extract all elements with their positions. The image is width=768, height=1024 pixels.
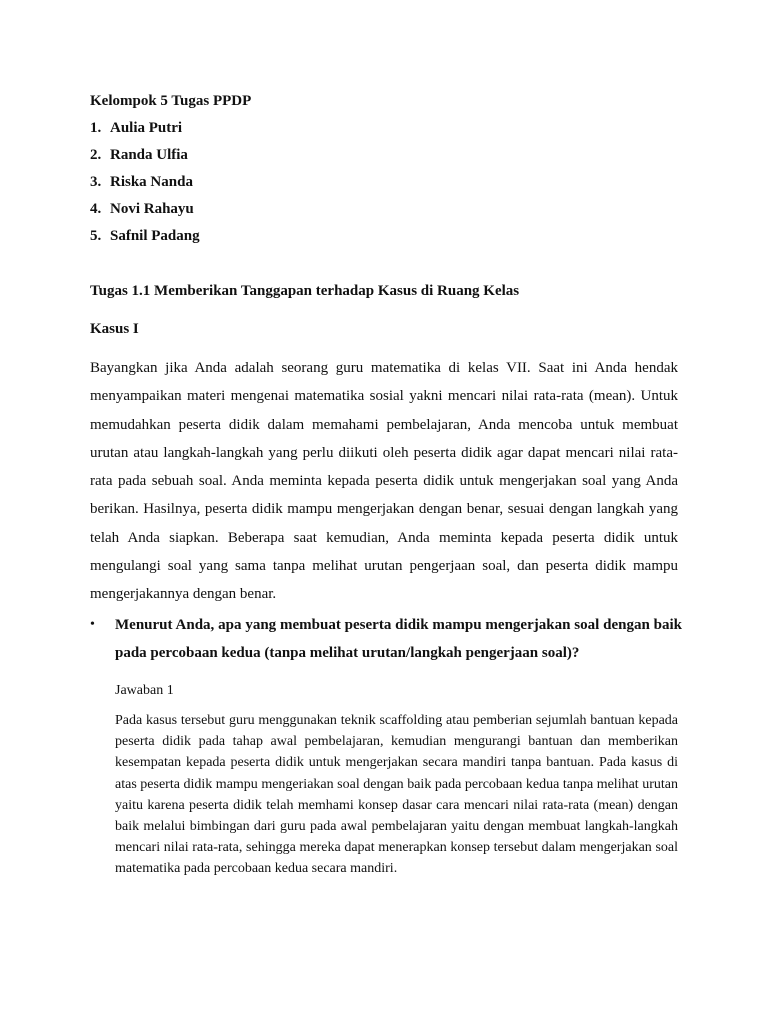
member-number: 1. (90, 120, 102, 136)
member-number: 2. (90, 147, 102, 163)
member-name: Safnil Padang (110, 228, 200, 244)
member-number: 3. (90, 174, 102, 190)
answer-paragraph: Pada kasus tersebut guru menggunakan teknik scaffolding atau pemberian sejumlah bantuan kepada peserta didik pada tahap awal pembelajaran, kemudian mengurangi bantuan dan memberikan kesempatan kepada peserta didik untuk mengerjakan secara mandiri tanpa bantuan. Pada kasus di atas peserta didik mampu mengeriakan soal dengan baik pada percobaan kedua tanpa melihat urutan yaitu karena peserta didik telah memhami konsep dasar cara mencari nilai rata-rata (mean) dengan baik melalui bimbingan dari guru pada awal pembelajaran yaitu dengan membuat langkah-langkah mencari nilai rata-rata, sehingga mereka dapat menerapkan konsep tersebut dalam mengerjakan soal matematika pada percobaan kedua secara mandiri. (115, 713, 678, 877)
group-header (90, 88, 680, 250)
answer-label: Jawaban 1 (115, 683, 174, 698)
member-item (90, 196, 680, 223)
member-item (90, 169, 680, 196)
member-item (90, 142, 680, 169)
task-title: Tugas 1.1 Memberikan Tanggapan terhadap Kasus di Ruang Kelas (90, 283, 520, 299)
member-number: 5. (90, 228, 102, 244)
member-name: Aulia Putri (110, 120, 183, 136)
member-name: Randa Ulfia (110, 147, 188, 163)
case-title: Kasus I (90, 321, 139, 337)
member-name: Novi Rahayu (110, 201, 194, 217)
member-item (90, 115, 680, 142)
member-item (90, 223, 680, 250)
question-text: Menurut Anda, apa yang membuat peserta didik mampu mengerjakan soal dengan baik pada percobaan kedua (tanpa melihat urutan/langkah pengerjaan soal)? (115, 617, 682, 661)
case-paragraph: Bayangkan jika Anda adalah seorang guru matematika di kelas VII. Saat ini Anda hendak menyampaikan materi mengenai matematika sosial yakni mencari nilai rata-rata (mean). Untuk memudahkan peserta didik dalam memahami pembelajaran, Anda mencoba untuk membuat urutan atau langkah-langkah yang perlu diikuti oleh peserta didik agar dapat mencari nilai rata-rata pada sebuah soal. Anda meminta kepada peserta didik untuk mengerjakan soal yang Anda berikan. Hasilnya, peserta didik mampu mengerjakan dengan benar, sesuai dengan langkah yang telah Anda siapkan. Beberapa saat kemudian, Anda meminta kepada peserta didik untuk mengulangi soal yang sama tanpa melihat urutan pengerjaan soal, dan peserta didik mampu mengerjakannya dengan benar. (90, 360, 678, 603)
group-title: Kelompok 5 Tugas PPDP (90, 93, 252, 109)
bullet-icon: • (90, 617, 95, 632)
member-number: 4. (90, 201, 102, 217)
member-name: Riska Nanda (110, 174, 193, 190)
question-item (90, 611, 682, 667)
